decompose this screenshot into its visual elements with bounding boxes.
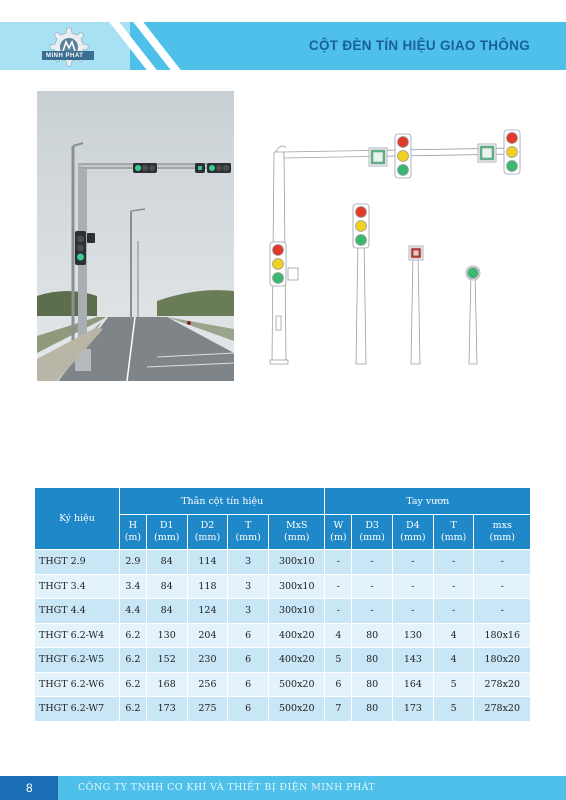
table-cell: 6.2 xyxy=(120,623,147,648)
row-code-cell: THGT 2.9 xyxy=(35,550,120,575)
table-cell: 3.4 xyxy=(120,574,147,599)
table-cell: 6 xyxy=(228,623,269,648)
column-unit: (mm) xyxy=(489,532,515,543)
table-cell: 4.4 xyxy=(120,599,147,624)
column-header xyxy=(228,515,269,550)
page-title: CỘT ĐÈN TÍN HIỆU GIAO THÔNG xyxy=(308,38,530,53)
table-row xyxy=(35,697,531,722)
column-group-body: Thân cột tín hiệu xyxy=(120,488,325,515)
table-cell: - xyxy=(474,550,531,575)
table-cell: 80 xyxy=(352,623,393,648)
table-cell: 5 xyxy=(325,648,352,673)
table-cell: - xyxy=(393,550,434,575)
table-cell: 143 xyxy=(393,648,434,673)
row-code-cell: THGT 4.4 xyxy=(35,599,120,624)
table-cell: 164 xyxy=(393,672,434,697)
table-cell: - xyxy=(474,574,531,599)
table-cell: 152 xyxy=(146,648,187,673)
table-cell: 124 xyxy=(187,599,228,624)
table-cell: - xyxy=(325,599,352,624)
column-name: T xyxy=(245,520,252,531)
column-header xyxy=(187,515,228,550)
column-name: H xyxy=(128,520,138,531)
table-row xyxy=(35,550,531,575)
table-cell: - xyxy=(433,599,474,624)
column-name: MxS xyxy=(285,520,308,531)
logo-text: MINH PHAT xyxy=(46,53,84,59)
table-cell: - xyxy=(352,550,393,575)
table-cell: 3 xyxy=(228,574,269,599)
column-name: D4 xyxy=(406,520,420,531)
column-header-code: Ký hiệu xyxy=(35,488,120,550)
row-code-cell: THGT 3.4 xyxy=(35,574,120,599)
table-cell: 278x20 xyxy=(474,697,531,722)
column-header xyxy=(120,515,147,550)
table-cell: 6.2 xyxy=(120,672,147,697)
table-cell: 4 xyxy=(433,623,474,648)
table-cell: 173 xyxy=(146,697,187,722)
table-cell: 400x20 xyxy=(269,623,325,648)
table-cell: 6 xyxy=(325,672,352,697)
column-unit: (mm) xyxy=(400,532,426,543)
table-cell: 173 xyxy=(393,697,434,722)
column-unit: (m) xyxy=(124,532,142,543)
table-cell: 168 xyxy=(146,672,187,697)
company-logo xyxy=(34,24,100,68)
table-cell: 5 xyxy=(433,697,474,722)
column-unit: (m) xyxy=(330,532,347,543)
table-cell: 7 xyxy=(325,697,352,722)
table-row xyxy=(35,648,531,673)
table-cell: 275 xyxy=(187,697,228,722)
column-unit: (mm) xyxy=(194,532,221,543)
table-cell: 80 xyxy=(352,648,393,673)
column-name: D3 xyxy=(365,520,379,531)
column-unit: (mm) xyxy=(284,532,310,543)
page-footer xyxy=(0,776,566,800)
table-body xyxy=(35,550,531,722)
table-cell: 6.2 xyxy=(120,697,147,722)
table-cell: - xyxy=(433,550,474,575)
table-row xyxy=(35,672,531,697)
column-name: T xyxy=(450,520,457,531)
column-header xyxy=(146,515,187,550)
spec-table xyxy=(34,487,531,722)
table-cell: 4 xyxy=(325,623,352,648)
row-code-cell: THGT 6.2-W7 xyxy=(35,697,120,722)
column-group-arm: Tay vươn xyxy=(325,488,531,515)
column-name: D2 xyxy=(200,520,215,531)
table-cell: 300x10 xyxy=(269,550,325,575)
table-cell: 3 xyxy=(228,550,269,575)
row-code-cell: THGT 6.2-W6 xyxy=(35,672,120,697)
table-cell: 500x20 xyxy=(269,672,325,697)
column-name: D1 xyxy=(159,520,174,531)
table-cell: 84 xyxy=(146,574,187,599)
company-name: CÔNG TY TNHH CƠ KHÍ VÀ THIẾT BỊ ĐIỆN MINH PHÁT xyxy=(78,782,376,793)
row-code-cell: THGT 6.2-W4 xyxy=(35,623,120,648)
table-cell: 114 xyxy=(187,550,228,575)
traffic-pole-drawings xyxy=(262,120,542,370)
traffic-pole-photo xyxy=(37,91,234,381)
column-unit: (mm) xyxy=(440,532,467,543)
table-cell: 204 xyxy=(187,623,228,648)
table-row xyxy=(35,599,531,624)
table-cell: 80 xyxy=(352,672,393,697)
table-cell: 180x20 xyxy=(474,648,531,673)
table-cell: 300x10 xyxy=(269,574,325,599)
table-cell: 5 xyxy=(433,672,474,697)
table-cell: 3 xyxy=(228,599,269,624)
row-code-cell: THGT 6.2-W5 xyxy=(35,648,120,673)
table-cell: 118 xyxy=(187,574,228,599)
column-header xyxy=(325,515,352,550)
table-row xyxy=(35,574,531,599)
table-cell: - xyxy=(474,599,531,624)
table-cell: 230 xyxy=(187,648,228,673)
table-cell: - xyxy=(433,574,474,599)
table-cell: 80 xyxy=(352,697,393,722)
table-cell: 180x16 xyxy=(474,623,531,648)
column-header xyxy=(352,515,393,550)
table-cell: 500x20 xyxy=(269,697,325,722)
table-cell: 2.9 xyxy=(120,550,147,575)
table-cell: - xyxy=(325,574,352,599)
table-cell: 6.2 xyxy=(120,648,147,673)
table-cell: 130 xyxy=(393,623,434,648)
column-name: mxs xyxy=(492,520,512,531)
table-cell: 6 xyxy=(228,672,269,697)
page-number: 8 xyxy=(0,776,58,800)
table-cell: - xyxy=(352,574,393,599)
column-unit: (mm) xyxy=(235,532,261,543)
table-cell: - xyxy=(325,550,352,575)
table-cell: - xyxy=(393,574,434,599)
table-header-row-groups xyxy=(35,488,531,515)
table-cell: - xyxy=(352,599,393,624)
column-header xyxy=(269,515,325,550)
table-cell: 400x20 xyxy=(269,648,325,673)
table-cell: 4 xyxy=(433,648,474,673)
column-header xyxy=(474,515,531,550)
table-cell: 84 xyxy=(146,550,187,575)
table-cell: - xyxy=(393,599,434,624)
table-cell: 278x20 xyxy=(474,672,531,697)
column-header xyxy=(433,515,474,550)
column-header xyxy=(393,515,434,550)
column-unit: (mm) xyxy=(153,532,180,543)
table-cell: 6 xyxy=(228,697,269,722)
table-cell: 6 xyxy=(228,648,269,673)
column-unit: (mm) xyxy=(359,532,385,543)
table-cell: 84 xyxy=(146,599,187,624)
table-row xyxy=(35,623,531,648)
column-name: W xyxy=(333,520,344,531)
table-cell: 256 xyxy=(187,672,228,697)
table-cell: 300x10 xyxy=(269,599,325,624)
table-cell: 130 xyxy=(146,623,187,648)
